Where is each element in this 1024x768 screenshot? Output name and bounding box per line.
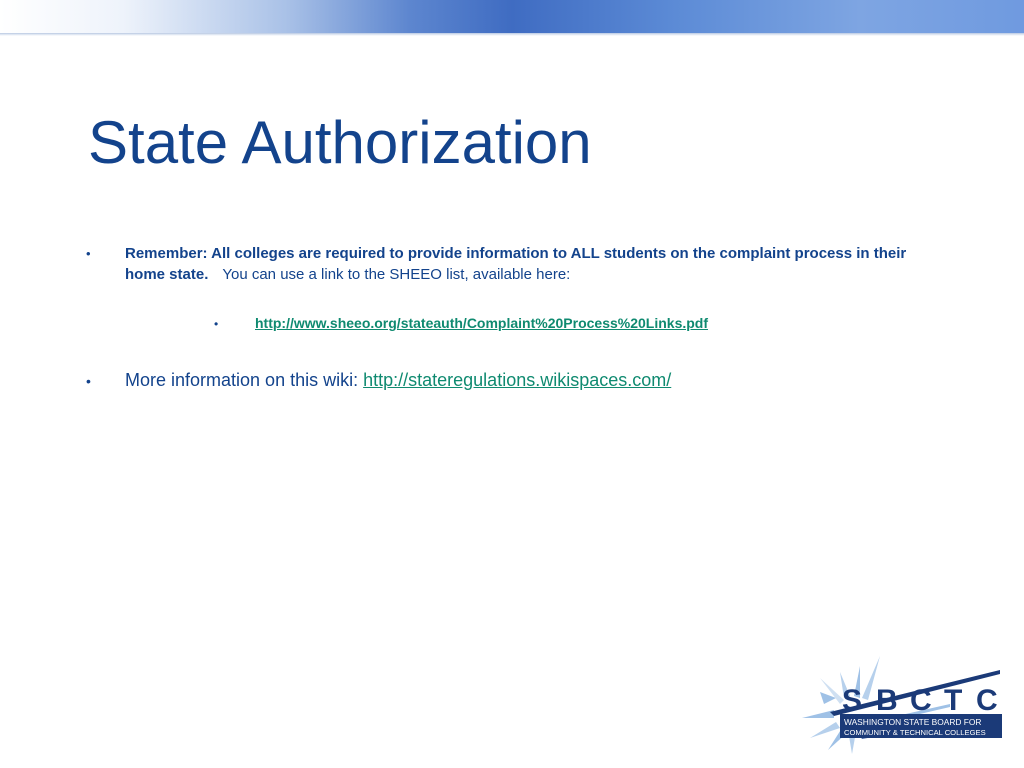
bullet-marker: • bbox=[86, 246, 91, 261]
header-gradient-bar bbox=[0, 0, 1024, 33]
logo-letter-s: S bbox=[842, 684, 865, 717]
bullet-bold-text: Remember: All colleges are required to provide information to ALL students on the complaint process in their home state. bbox=[125, 245, 907, 283]
logo-letter-t: T bbox=[944, 684, 963, 717]
bullet-item-complaint-process bbox=[86, 243, 916, 285]
sheeo-link[interactable]: http://www.sheeo.org/stateauth/Complaint%20Process%20Links.pdf bbox=[255, 315, 709, 331]
wiki-link[interactable]: http://stateregulations.wikispaces.com/ bbox=[363, 370, 672, 390]
logo-letter-b: B bbox=[876, 684, 898, 717]
bullet-normal-text: You can use a link to the SHEEO list, available here: bbox=[222, 266, 571, 283]
sbctc-logo bbox=[800, 652, 1010, 756]
bullet-marker: • bbox=[86, 373, 91, 389]
starburst-icon bbox=[802, 656, 1000, 754]
bullet-item-sheeo-link bbox=[214, 313, 708, 334]
bullet-marker: • bbox=[214, 317, 219, 331]
logo-letter-c: C bbox=[910, 684, 932, 717]
bullet-text bbox=[125, 243, 916, 285]
header-bar-shadow bbox=[0, 33, 1024, 36]
slide-title: State Authorization bbox=[88, 109, 592, 176]
logo-subtitle-line-1: WASHINGTON STATE BOARD FOR bbox=[844, 717, 982, 727]
bullet-item-wiki bbox=[86, 368, 671, 393]
logo-letter-c2: C bbox=[976, 684, 998, 717]
wiki-text: More information on this wiki: bbox=[125, 370, 359, 390]
logo-subtitle-line-2: COMMUNITY & TECHNICAL COLLEGES bbox=[844, 728, 986, 737]
